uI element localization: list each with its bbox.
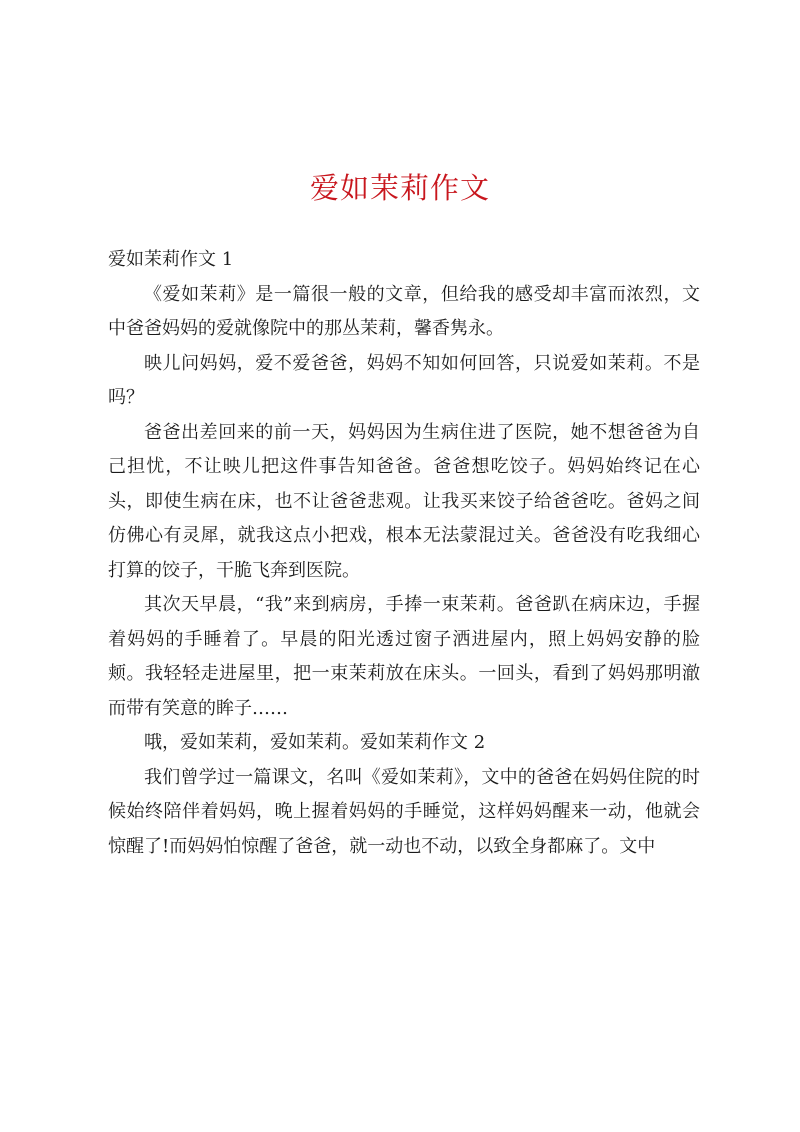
paragraph-5: 哦，爱如茉莉，爱如茉莉。爱如茉莉作文 2 — [144, 732, 486, 753]
paragraph-1: 《爱如茉莉》是一篇很一般的文章，但给我的感受却丰富而浓烈，文中爸爸妈妈的爱就像院中的那丛茉莉，馨香隽永。 — [108, 283, 700, 339]
paragraph-6: 我们曾学过一篇课文，名叫《爱如茉莉》，文中的爸爸在妈妈住院的时候始终陪伴着妈妈，晚上握着妈妈的手睡觉，这样妈妈醒来一动，他就会惊醒了!而妈妈怕惊醒了爸爸，就一动也不动，以致全身都麻了。文中 — [108, 766, 700, 857]
paragraph-4: 其次天早晨，“我”来到病房，手捧一束茉莉。爸爸趴在病床边，手握着妈妈的手睡着了。早晨的阳光透过窗子洒进屋内，照上妈妈安静的脸颊。我轻轻走进屋里，把一束茉莉放在床头。一回头，看到了妈妈那明澈而带有笑意的眸子…… — [108, 594, 700, 719]
document-body — [108, 243, 700, 864]
paragraph-3: 爸爸出差回来的前一天，妈妈因为生病住进了医院，她不想爸爸为自己担忧，不让映儿把这件事告知爸爸。爸爸想吃饺子。妈妈始终记在心头，即使生病在床，也不让爸爸悲观。让我买来饺子给爸爸吃。爸妈之间仿佛心有灵犀，就我这点小把戏，根本无法蒙混过关。爸爸没有吃我细心打算的饺子，干脆飞奔到医院。 — [108, 421, 700, 581]
paragraph-2: 映儿问妈妈，爱不爱爸爸，妈妈不知如何回答，只说爱如茉莉。不是吗？ — [108, 352, 700, 408]
section-heading: 爱如茉莉作文 1 — [108, 249, 234, 270]
document-title: 爱如茉莉作文 — [309, 171, 490, 205]
